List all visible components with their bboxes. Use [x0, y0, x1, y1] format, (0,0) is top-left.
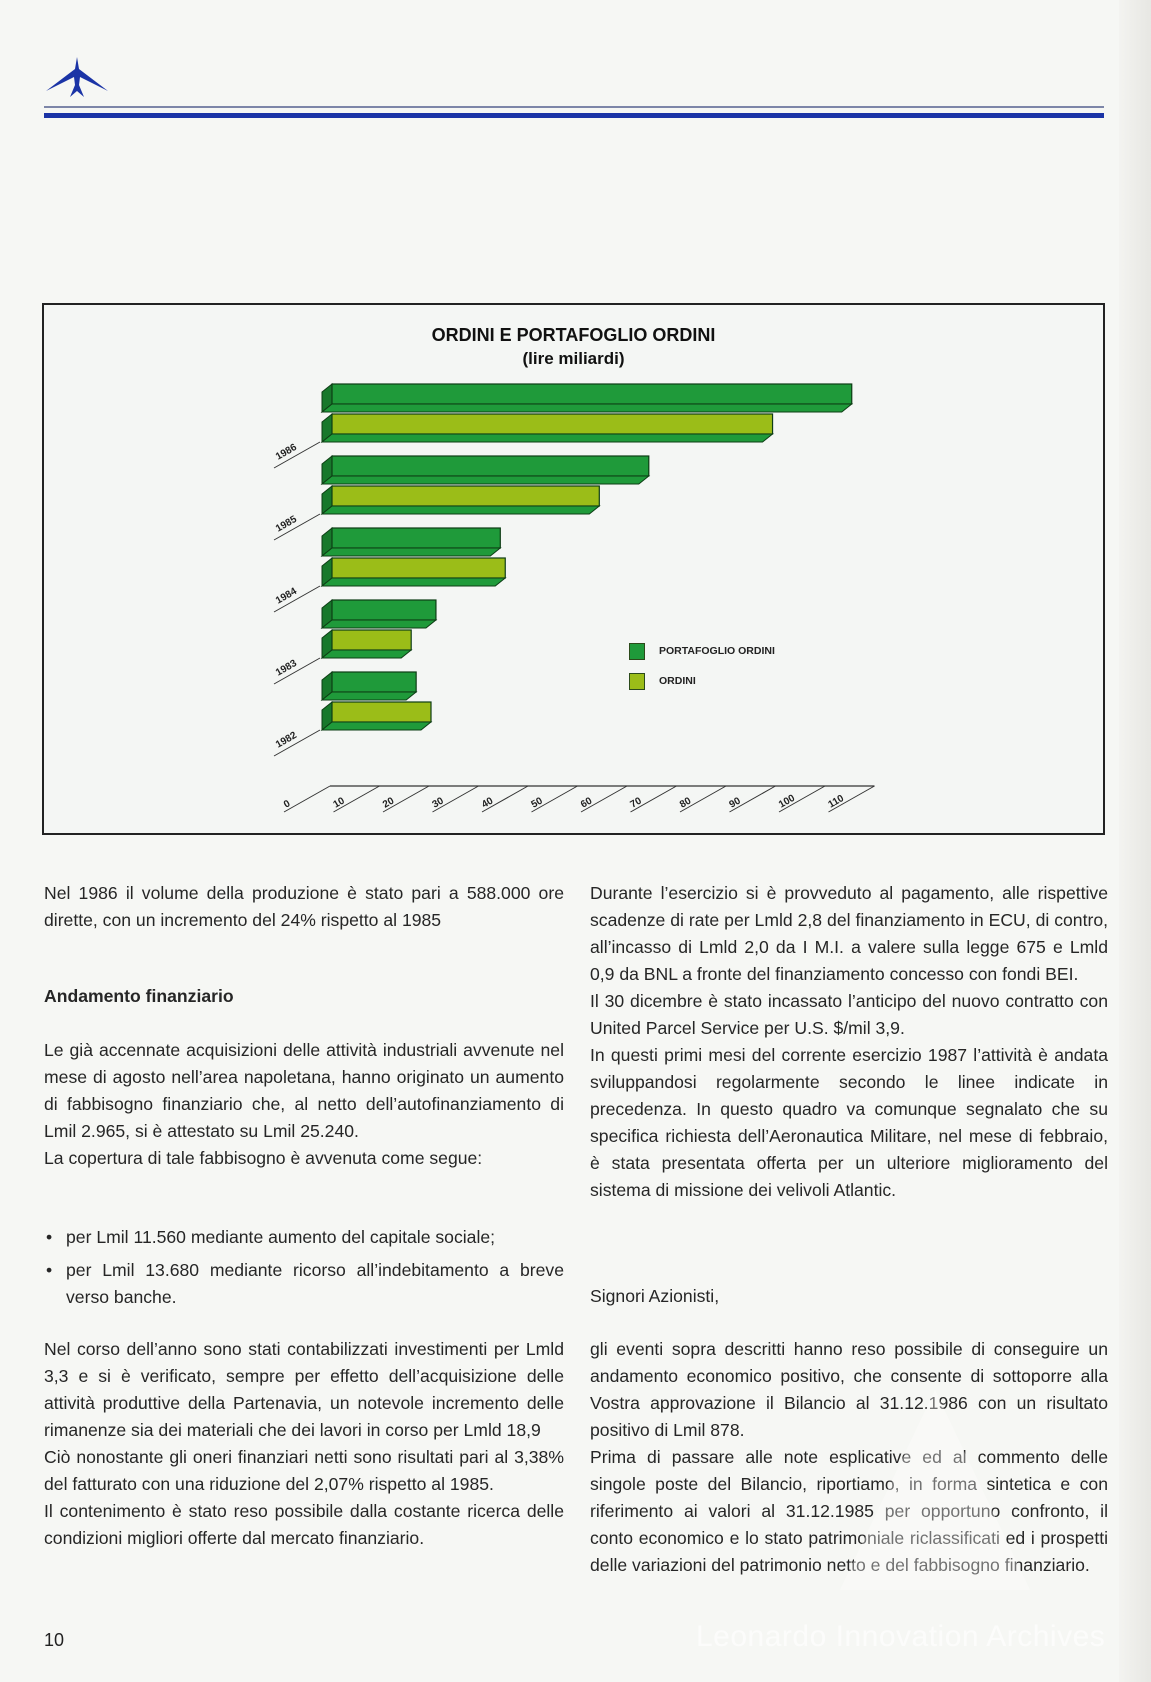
- intro-paragraph: Nel 1986 il volume della produzione è stato pari a 588.000 ore dirette, con un incremento del 24% rispetto al 1985: [44, 883, 564, 930]
- chart-title: ORDINI E PORTAFOGLIO ORDINI: [431, 325, 716, 345]
- x-tick-label: 50: [529, 795, 545, 811]
- bar-bottom-face: [322, 692, 416, 700]
- bullet-item: [44, 1224, 564, 1251]
- orders-chart: [42, 303, 1105, 835]
- legend-item-ordini: [629, 666, 775, 696]
- left-column-finance: [44, 983, 564, 1010]
- x-tick-label: 20: [381, 795, 397, 811]
- bullet-list: [44, 1224, 564, 1311]
- bar-bottom-face: [322, 434, 773, 442]
- x-tick-label: 40: [480, 795, 496, 811]
- x-tick-label: 0: [282, 798, 293, 811]
- bar-ordini-1985: [332, 486, 599, 506]
- paragraph: Il 30 dicembre è stato incassato l’anticipo del nuovo contratto con United Parcel Service per U.S. $/mil 3,9.: [590, 991, 1108, 1038]
- swallow-aircraft-logo-icon: [44, 55, 110, 101]
- x-tick-label: 110: [826, 793, 846, 811]
- bar-ordini-1986: [332, 414, 773, 434]
- paragraph: Il contenimento è stato reso possibile dalla costante ricerca delle condizioni migliori offerte dal mercato finanziario.: [44, 1501, 564, 1548]
- bar-bottom-face: [322, 722, 431, 730]
- category-label: 1986: [274, 441, 299, 463]
- watermark-logo-icon: [820, 1370, 1050, 1600]
- legend-swatch-ordini: [629, 673, 645, 690]
- x-tick-label: 100: [777, 792, 797, 811]
- bar-bottom-face: [322, 620, 436, 628]
- page-edge-shadow: [1119, 0, 1151, 1682]
- bar-bottom-face: [322, 650, 411, 658]
- bar-bottom-face: [322, 476, 649, 484]
- left-column-bullets: [44, 1224, 564, 1317]
- bar-bottom-face: [322, 506, 599, 514]
- bullet-icon: •: [46, 1227, 53, 1247]
- legend-swatch-portafoglio: [629, 643, 645, 660]
- bar-portafoglio-ordini-1986: [332, 384, 852, 404]
- chart-legend: [629, 636, 775, 696]
- bar-portafoglio-ordini-1984: [332, 528, 500, 548]
- right-column: [590, 880, 1108, 1204]
- x-tick-label: 80: [678, 795, 694, 811]
- x-tick-label: 30: [430, 795, 446, 811]
- x-tick-label: 90: [727, 795, 743, 811]
- x-tick-label: 10: [331, 795, 347, 811]
- section-heading: Andamento finanziario: [44, 986, 234, 1006]
- left-column-body-2: [44, 1336, 564, 1552]
- bar-portafoglio-ordini-1982: [332, 672, 416, 692]
- bar-chart-plot: [44, 305, 1103, 833]
- header-rule-thin: [44, 106, 1104, 108]
- category-label: 1983: [274, 657, 299, 679]
- bar-bottom-face: [322, 404, 852, 412]
- legend-item-portafoglio: [629, 636, 775, 666]
- bar-portafoglio-ordini-1983: [332, 600, 436, 620]
- salutation: Signori Azionisti,: [590, 1286, 720, 1306]
- bullet-item: [44, 1257, 564, 1311]
- chart-subtitle: (lire miliardi): [522, 349, 625, 368]
- bullet-text: per Lmil 13.680 mediante ricorso all’indebitamento a breve verso banche.: [66, 1260, 564, 1307]
- page-number: 10: [44, 1630, 65, 1650]
- bar-ordini-1982: [332, 702, 431, 722]
- paragraph: Ciò nonostante gli oneri finanziari netti sono risultati pari al 3,38% del fatturato con una riduzione del 2,07% rispetto al 1985.: [44, 1447, 564, 1494]
- bar-ordini-1983: [332, 630, 411, 650]
- bullet-text: per Lmil 11.560 mediante aumento del capitale sociale;: [66, 1227, 496, 1247]
- paragraph: Durante l’esercizio si è provveduto al pagamento, alle rispettive scadenze di rate per Lmld 2,8 del finanziamento in ECU, di contro, all’incasso di Lmld 2,0 da I M.I. a valere sulla legge 675 e Lmld 0,9 da BNL a fronte del finanziamento concesso con fondi BEI.: [590, 883, 1108, 984]
- right-column-salutation: [590, 1283, 1108, 1310]
- category-label: 1985: [274, 513, 299, 535]
- paragraph: In questi primi mesi del corrente esercizio 1987 l’attività è andata sviluppandosi regolarmente secondo le linee indicate in precedenza. In questo quadro va comunque segnalato che su specifica richiesta dell’Aeronautica Militare, nel mese di febbraio, è stata presentata offerta per un ulteriore miglioramento del sistema di missione dei velivoli Atlantic.: [590, 1045, 1108, 1200]
- bullet-icon: •: [46, 1260, 53, 1280]
- category-label: 1982: [274, 729, 299, 751]
- x-tick-label: 60: [579, 795, 595, 811]
- left-column: [44, 880, 564, 934]
- paragraph: Nel corso dell’anno sono stati contabilizzati investimenti per Lmld 3,3 e si è verificato, sempre per effetto dell’acquisizione delle attività produttive della Partenavia, un notevole incremento delle rimanenze sia dei materiali che dei lavori in corso per Lmld 18,9: [44, 1339, 564, 1440]
- category-label: 1984: [274, 585, 299, 607]
- archive-watermark: Leonardo Innovation Archives: [696, 1620, 1106, 1653]
- x-tick-label: 70: [628, 795, 644, 811]
- bar-portafoglio-ordini-1985: [332, 456, 649, 476]
- paragraph: Prima di passare alle note esplicative ed al commento delle singole poste del Bilancio, riportiamo, in forma sintetica e con riferimento ai valori al 31.12.1985 per opportuno confronto, il conto economico e lo stato patrimoniale riclassificati ed i prospetti delle variazioni del patrimonio netto e del fabbisogno finanziario.: [590, 1447, 1108, 1575]
- legend-label-ordini: ORDINI: [659, 675, 696, 687]
- paragraph: La copertura di tale fabbisogno è avvenuta come segue:: [44, 1148, 483, 1168]
- left-column-body: [44, 1037, 564, 1172]
- paragraph: gli eventi sopra descritti hanno reso possibile di conseguire un andamento economico positivo, che consente di sottoporre alla Vostra approvazione il Bilancio al 31.12.1986 con un risultato positivo di Lmil 878.: [590, 1339, 1108, 1440]
- paragraph: Le già accennate acquisizioni delle attività industriali avvenute nel mese di agosto nell’area napoletana, hanno originato un aumento di fabbisogno finanziario che, al netto dell’autofinanziamento di Lmil 2.965, si è attestato su Lmil 25.240.: [44, 1040, 564, 1141]
- bar-ordini-1984: [332, 558, 505, 578]
- header-rule-thick: [44, 113, 1104, 118]
- legend-label-portafoglio: PORTAFOGLIO ORDINI: [659, 645, 775, 657]
- bar-bottom-face: [322, 578, 505, 586]
- bar-bottom-face: [322, 548, 500, 556]
